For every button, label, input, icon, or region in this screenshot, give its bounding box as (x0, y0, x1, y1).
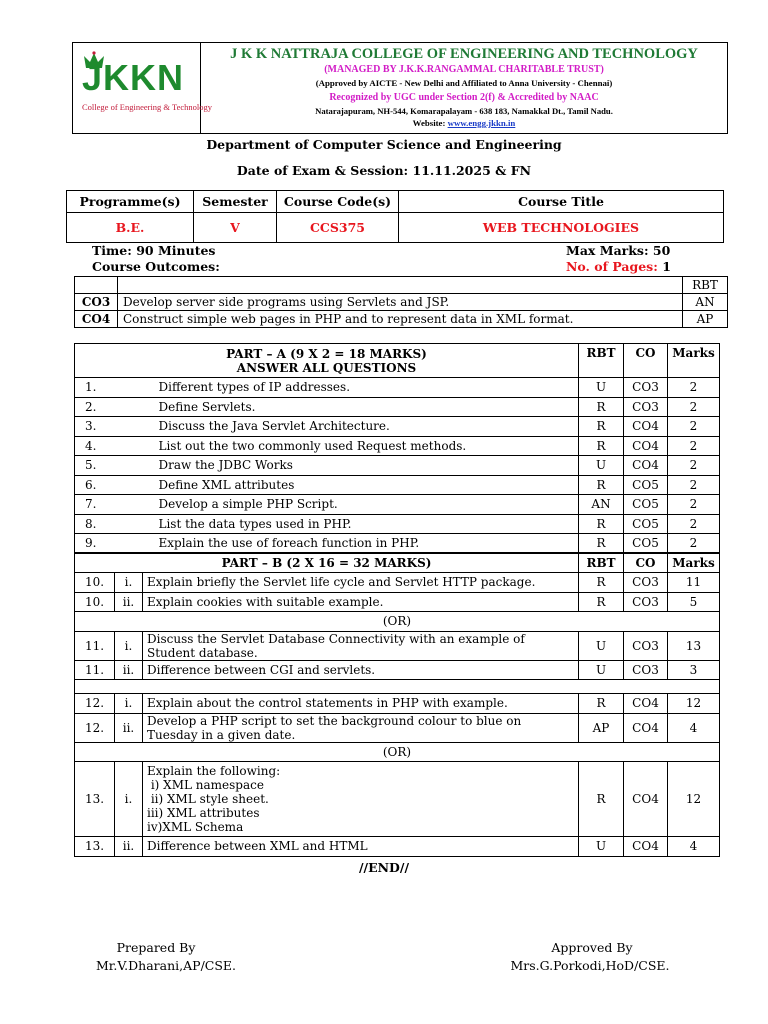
website-label: Website: (412, 118, 446, 128)
question-co: CO4 (624, 456, 668, 476)
question-text: Develop a PHP script to set the background colour to blue on Tuesday in a given date. (143, 713, 579, 742)
pages-label: No. of Pages: (566, 259, 658, 274)
question-table (74, 343, 720, 857)
question-row (75, 495, 720, 515)
part-b-co-header: CO (624, 553, 668, 573)
question-rbt: AP (579, 713, 624, 742)
question-number: 12. (75, 694, 115, 714)
question-co: CO5 (624, 475, 668, 495)
question-co: CO4 (624, 762, 668, 837)
question-text: Explain about the control statements in PHP with example. (143, 694, 579, 714)
co-header-blank (75, 277, 118, 294)
question-co: CO4 (624, 694, 668, 714)
question-marks: 2 (668, 417, 720, 437)
part-b-title: PART – B (2 X 16 = 32 MARKS) (75, 553, 579, 573)
question-number: 3. (75, 417, 115, 437)
question-number: 4. (75, 436, 115, 456)
question-row (75, 397, 720, 417)
question-text-line: Explain the following: (147, 764, 281, 778)
question-row (75, 694, 720, 714)
question-co: CO5 (624, 534, 668, 554)
co-code: CO4 (75, 311, 118, 328)
question-subpart: i. (115, 762, 143, 837)
question-subpart: i. (115, 631, 143, 660)
question-number: 10. (75, 592, 115, 612)
question-marks: 4 (668, 713, 720, 742)
question-subpart: ii. (115, 660, 143, 680)
question-text: Difference between XML and HTML (143, 837, 579, 857)
college-name: J K K NATTRAJA COLLEGE OF ENGINEERING AND TECHNOLOGY (230, 46, 698, 62)
question-number: 11. (75, 631, 115, 660)
question-number: 13. (75, 762, 115, 837)
question-co: CO3 (624, 573, 668, 593)
question-row (75, 534, 720, 554)
question-number: 11. (75, 660, 115, 680)
part-a-title: PART – A (9 X 2 = 18 MARKS) (226, 346, 427, 361)
prepared-by-label: Prepared By (116, 940, 196, 955)
question-subpart: ii. (115, 837, 143, 857)
question-row (75, 456, 720, 476)
question-subpart: i. (115, 573, 143, 593)
header-programme: Programme(s) (67, 191, 194, 213)
approved-by-label: Approved By (551, 940, 633, 955)
question-co: CO4 (624, 436, 668, 456)
question-number: 6. (75, 475, 115, 495)
question-marks: 2 (668, 495, 720, 515)
prepared-by-name: Mr.V.Dharani,AP/CSE. (95, 958, 237, 973)
question-text: Discuss the Java Servlet Architecture. (115, 417, 579, 437)
question-co: CO3 (624, 660, 668, 680)
question-co: CO3 (624, 378, 668, 398)
question-co: CO3 (624, 397, 668, 417)
co-text: Develop server side programs using Servlets and JSP. (118, 294, 683, 311)
question-rbt: R (579, 514, 624, 534)
question-marks: 12 (668, 762, 720, 837)
part-a-rbt-header: RBT (579, 344, 624, 378)
question-marks: 2 (668, 436, 720, 456)
end-mark: //END// (358, 860, 410, 875)
logo-subtitle: College of Engineering & Technology (82, 102, 213, 112)
question-rbt: R (579, 436, 624, 456)
question-number: 13. (75, 837, 115, 857)
max-marks: Max Marks: 50 (566, 243, 671, 258)
question-marks: 13 (668, 631, 720, 660)
or-separator: (OR) (75, 742, 720, 762)
college-logo (80, 50, 213, 128)
question-text: Draw the JDBC Works (115, 456, 579, 476)
question-marks: 2 (668, 397, 720, 417)
co-row (75, 294, 728, 311)
question-co: CO5 (624, 514, 668, 534)
question-co: CO4 (624, 837, 668, 857)
managed-by: (MANAGED BY J.K.K.RANGAMMAL CHARITABLE TRUST) (324, 64, 604, 75)
question-row (75, 660, 720, 680)
course-title-value: WEB TECHNOLOGIES (399, 213, 724, 243)
part-b-marks-header: Marks (668, 553, 720, 573)
question-marks: 2 (668, 514, 720, 534)
question-co: CO4 (624, 417, 668, 437)
question-number: 8. (75, 514, 115, 534)
pages-value: 1 (662, 259, 671, 274)
question-number: 5. (75, 456, 115, 476)
question-marks: 2 (668, 456, 720, 476)
question-marks: 3 (668, 660, 720, 680)
question-subpart: ii. (115, 713, 143, 742)
question-number: 10. (75, 573, 115, 593)
part-b-rbt-header: RBT (579, 553, 624, 573)
question-row (75, 713, 720, 742)
question-number: 12. (75, 713, 115, 742)
course-info-table (66, 190, 724, 243)
approval-line: (Approved by AICTE - New Delhi and Affiliated to Anna University - Chennai) (315, 78, 613, 88)
question-subpart: ii. (115, 592, 143, 612)
address-line: Natarajapuram, NH-544, Komarapalayam - 638 183, Namakkal Dt., Tamil Nadu. (315, 106, 613, 116)
part-a-subtitle: ANSWER ALL QUESTIONS (236, 360, 417, 375)
question-marks: 12 (668, 694, 720, 714)
question-row (75, 417, 720, 437)
question-marks: 2 (668, 534, 720, 554)
question-rbt: R (579, 475, 624, 495)
part-a-heading (75, 344, 579, 378)
question-text-line: ii) XML style sheet. (147, 792, 269, 806)
co-code: CO3 (75, 294, 118, 311)
question-number: 2. (75, 397, 115, 417)
question-number: 9. (75, 534, 115, 554)
question-text: Difference between CGI and servlets. (143, 660, 579, 680)
question-rbt: U (579, 631, 624, 660)
part-a-marks-header: Marks (668, 344, 720, 378)
question-co: CO3 (624, 631, 668, 660)
question-rbt: U (579, 837, 624, 857)
logo-text: JKKN (82, 57, 185, 98)
question-text: Explain the use of foreach function in PHP. (115, 534, 579, 554)
co-header-blank-2 (118, 277, 683, 294)
question-row (75, 475, 720, 495)
question-text: List out the two commonly used Request methods. (115, 436, 579, 456)
question-rbt: R (579, 397, 624, 417)
question-row (75, 573, 720, 593)
question-text: Discuss the Servlet Database Connectivity with an example of Student database. (143, 631, 579, 660)
question-text (143, 762, 579, 837)
co-rbt-header: RBT (683, 277, 728, 294)
question-row (75, 592, 720, 612)
programme-value: B.E. (67, 213, 194, 243)
course-outcomes-table (74, 276, 728, 328)
question-text: List the data types used in PHP. (115, 514, 579, 534)
question-text: Explain cookies with suitable example. (143, 592, 579, 612)
header-semester: Semester (194, 191, 277, 213)
co-rbt: AP (683, 311, 728, 328)
question-rbt: R (579, 694, 624, 714)
co-rbt: AN (683, 294, 728, 311)
question-text: Develop a simple PHP Script. (115, 495, 579, 515)
question-row (75, 762, 720, 837)
part-a-co-header: CO (624, 344, 668, 378)
question-row (75, 436, 720, 456)
question-text-line: i) XML namespace (147, 778, 264, 792)
question-subpart: i. (115, 694, 143, 714)
question-co: CO3 (624, 592, 668, 612)
question-co: CO4 (624, 713, 668, 742)
header-course-code: Course Code(s) (277, 191, 399, 213)
header-divider (200, 42, 201, 134)
question-rbt: R (579, 573, 624, 593)
question-number: 1. (75, 378, 115, 398)
question-text: Different types of IP addresses. (115, 378, 579, 398)
or-separator: (OR) (75, 612, 720, 632)
question-marks: 2 (668, 475, 720, 495)
question-rbt: AN (579, 495, 624, 515)
question-text: Define Servlets. (115, 397, 579, 417)
question-rbt: R (579, 534, 624, 554)
blank-separator (75, 680, 720, 694)
question-rbt: U (579, 456, 624, 476)
co-row (75, 311, 728, 328)
question-row (75, 631, 720, 660)
co-text: Construct simple web pages in PHP and to represent data in XML format. (118, 311, 683, 328)
department-title: Department of Computer Science and Engineering (206, 137, 562, 152)
exam-time: Time: 90 Minutes (92, 243, 216, 258)
question-text: Explain briefly the Servlet life cycle and Servlet HTTP package. (143, 573, 579, 593)
pages-info (566, 259, 671, 274)
question-marks: 2 (668, 378, 720, 398)
header-course-title: Course Title (399, 191, 724, 213)
question-rbt: U (579, 660, 624, 680)
question-text-line: iv)XML Schema (147, 820, 244, 834)
recognition-line: Recognized by UGC under Section 2(f) & Accredited by NAAC (329, 92, 599, 103)
website-line (204, 118, 724, 128)
question-row (75, 514, 720, 534)
exam-session: Date of Exam & Session: 11.11.2025 & FN (236, 163, 532, 178)
question-row (75, 837, 720, 857)
semester-value: V (194, 213, 277, 243)
question-co: CO5 (624, 495, 668, 515)
question-marks: 5 (668, 592, 720, 612)
question-rbt: R (579, 762, 624, 837)
question-rbt: R (579, 417, 624, 437)
course-code-value: CCS375 (277, 213, 399, 243)
question-rbt: R (579, 592, 624, 612)
website-link[interactable]: www.engg.jkkn.in (447, 118, 516, 128)
approved-by-name: Mrs.G.Porkodi,HoD/CSE. (510, 958, 670, 973)
question-text-line: iii) XML attributes (147, 806, 260, 820)
question-number: 7. (75, 495, 115, 515)
question-row (75, 378, 720, 398)
question-rbt: U (579, 378, 624, 398)
question-marks: 11 (668, 573, 720, 593)
course-outcomes-label: Course Outcomes: (92, 259, 220, 274)
question-text: Define XML attributes (115, 475, 579, 495)
question-marks: 4 (668, 837, 720, 857)
